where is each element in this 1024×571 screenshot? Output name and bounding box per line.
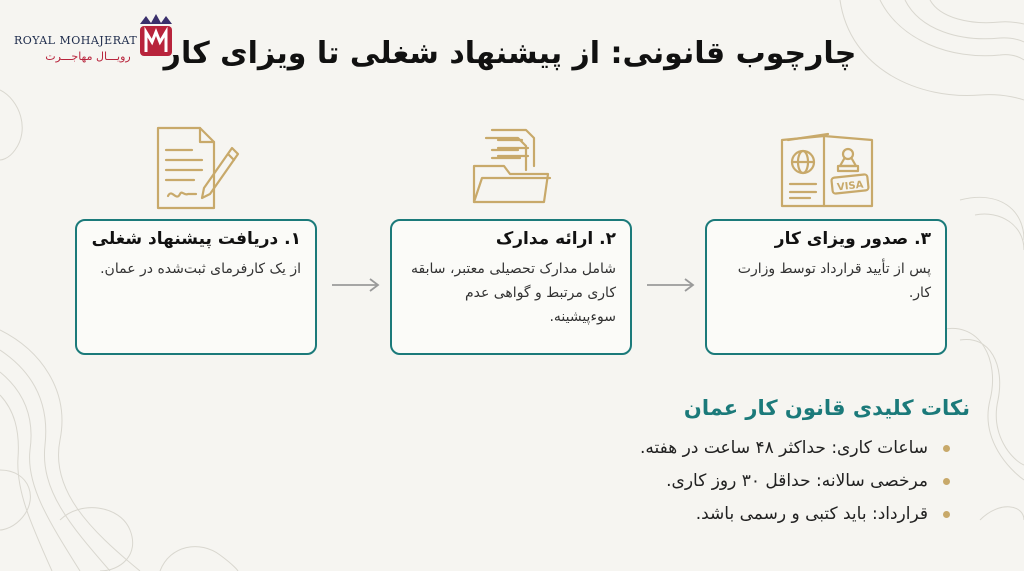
step-description: از یک کارفرمای ثبت‌شده در عمان. [100,261,301,277]
step-card-job-offer [75,219,317,355]
passport-visa-icon [778,132,876,210]
note-text: ساعات کاری: حداکثر ۴۸ ساعت در هفته. [640,438,928,458]
page-title: چارچوب قانونی: از پیشنهاد شغلی تا ویزای کار [163,36,857,71]
step-card-documents [390,219,632,355]
step-title: ۲. ارائه مدارک [495,229,616,249]
visa-stamp-label: VISA [836,179,864,194]
list-item [480,465,958,498]
key-notes-list [480,432,958,531]
step-description: پس از تأیید قرارداد توسط وزارت کار. [737,261,931,301]
arrow-right-icon [645,277,697,293]
step-title: ۱. دریافت پیشنهاد شغلی [91,229,301,249]
list-item [480,498,958,531]
note-text: مرخصی سالانه: حداقل ۳۰ روز کاری. [666,471,928,491]
key-notes-heading: نکات کلیدی قانون کار عمان [683,396,970,420]
step-description: شامل مدارک تحصیلی معتبر، سابقه کاری مرتبط و گواهی عدم سوءپیشینه. [411,261,616,325]
contract-signing-icon [152,124,244,212]
list-item [480,432,958,465]
documents-folder-icon [470,126,552,208]
note-text: قرارداد: باید کتبی و رسمی باشد. [695,504,928,524]
bullet-dot-icon [943,445,950,452]
brand-logo[interactable] [14,10,174,66]
logo-name-en: ROYAL MOHAJERAT [14,34,138,47]
bullet-dot-icon [943,511,950,518]
bullet-dot-icon [943,478,950,485]
step-card-visa-issue [705,219,947,355]
arrow-right-icon [330,277,382,293]
logo-name-fa: رویـــال مهاجـــرت [45,50,131,63]
step-title: ۳. صدور ویزای کار [774,229,931,249]
